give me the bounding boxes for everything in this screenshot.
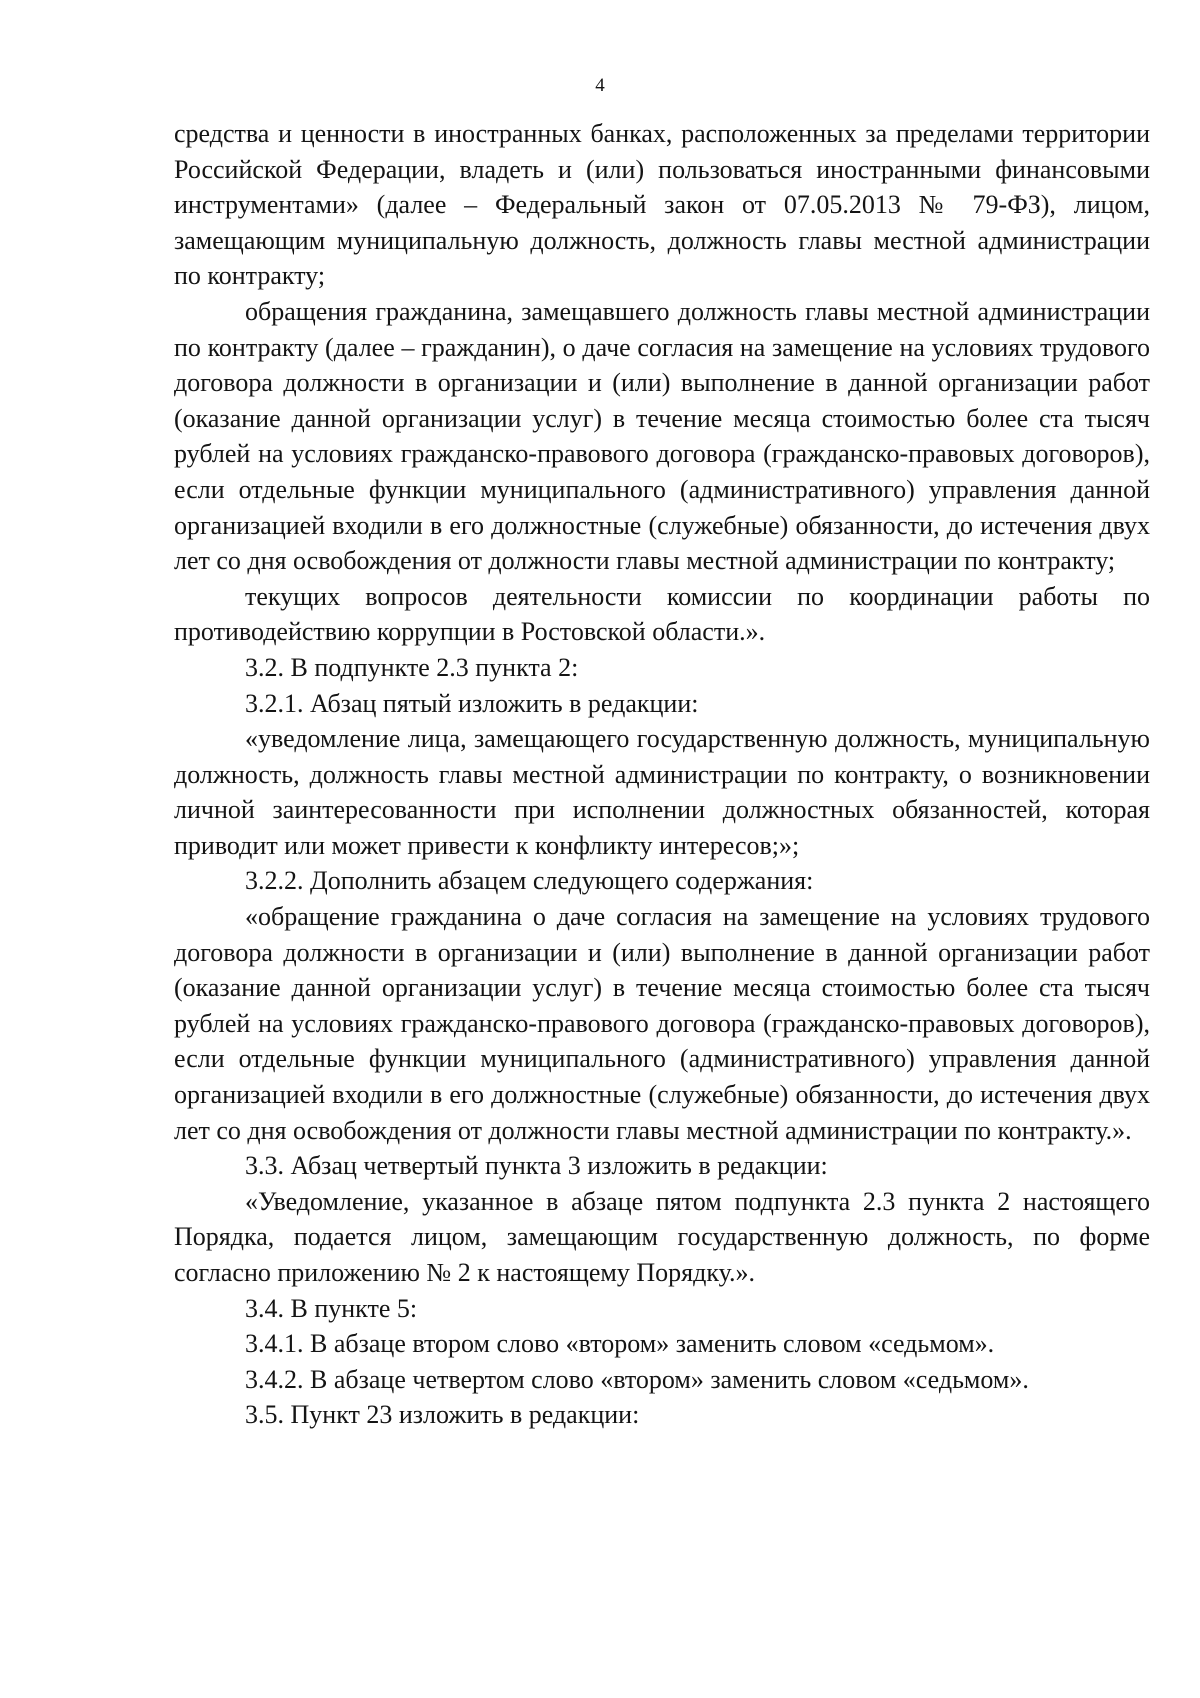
document-body <box>174 116 1150 1433</box>
paragraph-notification-form-quote: «Уведомление, указанное в абзаце пятом подпункта 2.3 пункта 2 настоящего Порядка, подается лицом, замещающим государственную должность, по форме согласно приложению № 2 к настоящему Порядку.». <box>174 1186 1150 1287</box>
paragraph-notification-quote: «уведомление лица, замещающего государственную должность, муниципальную должность, должность главы местной администрации по контракту, о возникновении личной заинтересованности при исполнении должностных обязанностей, которая приводит или может привести к конфликту интересов;»; <box>174 724 1150 860</box>
paragraph-commission-questions: текущих вопросов деятельности комиссии по координации работы по противодействию коррупции в Ростовской области.». <box>174 581 1150 647</box>
page-number: 4 <box>595 75 605 96</box>
paragraph-3-5: 3.5. Пункт 23 изложить в редакции: <box>245 1400 640 1430</box>
paragraph-continuation: средства и ценности в иностранных банках, расположенных за пределами территории Российской Федерации, владеть и (или) пользоваться иностранными финансовыми инструментами» (далее – Федеральный закон от 07.05.2013 № 79-ФЗ), лицом, замещающим муниципальную должность, должность главы местной администрации по контракту; <box>174 119 1150 291</box>
paragraph-appeal-quote: «обращение гражданина о даче согласия на замещение на условиях трудового договора должности в организации и (или) выполнение в данной организации работ (оказание данной организации услуг) в течение месяца стоимостью более ста тысяч рублей на условиях гражданско-правового договора (гражданско-правовых договоров), если отдельные функции муниципального (административного) управления данной организацией входили в его должностные (служебные) обязанности, до истечения двух лет со дня освобождения от должности главы местной администрации по контракту.». <box>174 902 1150 1145</box>
paragraph-3-4-1: 3.4.1. В абзаце втором слово «втором» заменить словом «седьмом». <box>245 1329 995 1359</box>
paragraph-3-3: 3.3. Абзац четвертый пункта 3 изложить в редакции: <box>245 1151 828 1181</box>
paragraph-3-4: 3.4. В пункте 5: <box>245 1293 418 1323</box>
paragraph-3-2-1: 3.2.1. Абзац пятый изложить в редакции: <box>245 688 699 718</box>
paragraph-3-4-2: 3.4.2. В абзаце четвертом слово «втором» заменить словом «седьмом». <box>245 1364 1029 1394</box>
paragraph-3-2: 3.2. В подпункте 2.3 пункта 2: <box>245 652 579 682</box>
paragraph-3-2-2: 3.2.2. Дополнить абзацем следующего содержания: <box>245 866 814 896</box>
paragraph-citizen-appeal: обращения гражданина, замещавшего должность главы местной администрации по контракту (далее – гражданин), о даче согласия на замещение на условиях трудового договора должности в организации и (или) выполнение в данной организации работ (оказание данной организации услуг) в течение месяца стоимостью более ста тысяч рублей на условиях гражданско-правового договора (гражданско-правовых договоров), если отдельные функции муниципального (административного) управления данной организацией входили в его должностные (служебные) обязанности, до истечения двух лет со дня освобождения от должности главы местной администрации по контракту; <box>174 296 1150 576</box>
